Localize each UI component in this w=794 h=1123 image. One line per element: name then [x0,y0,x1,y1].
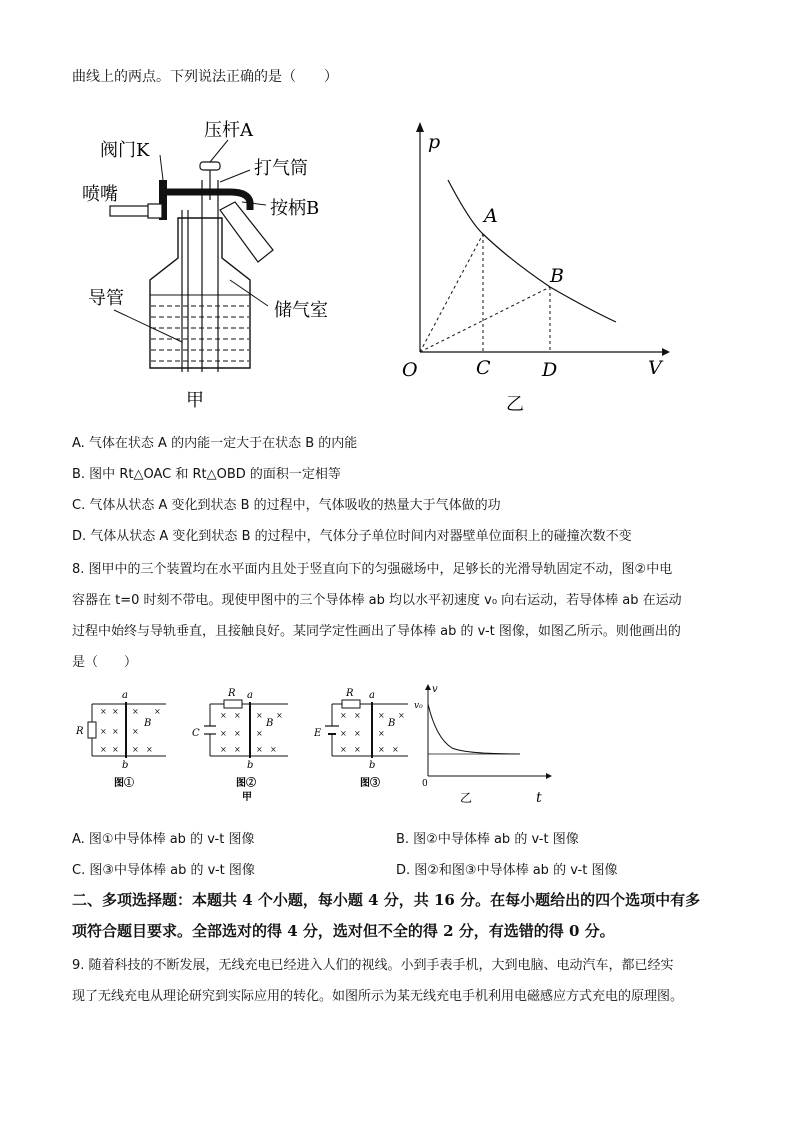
q7-option-a[interactable]: A. 气体在状态 A 的内能一定大于在状态 B 的内能 [72,436,358,451]
q8-stem-line-2: 容器在 t=0 时刻不带电。现使甲图中的三个导体棒 ab 均以水平初速度 v₀ 向右运动，若导体棒 ab 在运动 [72,593,682,608]
vt-origin: 0 [422,779,428,789]
c1-label-r: R [76,726,84,737]
q8-option-c[interactable]: C. 图③中导体棒 ab 的 v-t 图像 [72,863,255,878]
figure-yi-pv-graph [390,110,680,415]
svg-text:×: × [100,707,107,716]
intro-text: 曲线上的两点。下列说法正确的是（ ） [72,69,338,85]
svg-text:×: × [154,707,161,716]
svg-text:×: × [146,745,153,754]
svg-text:×: × [132,707,139,716]
c2-label-r: R [228,688,236,699]
svg-text:×: × [132,727,139,736]
point-b-label: B [550,265,564,287]
svg-text:×: × [256,745,263,754]
axis-p-label: p [428,131,441,153]
svg-text:×: × [392,745,399,754]
axis-v-label: V [648,357,662,379]
caption-jia-q8: 甲 [242,792,252,803]
label-handle-b: 按柄B [270,198,320,219]
label-chamber: 储气室 [274,300,328,321]
q8-stem-line-4: 是（ ） [72,655,138,670]
caption-jia: 甲 [186,390,204,411]
c2-label-a: a [247,690,253,701]
svg-text:×: × [234,745,241,754]
q7-option-d[interactable]: D. 气体从状态 A 变化到状态 B 的过程中，气体分子单位时间内对器壁单位面积上的碰撞次数不变 [72,529,632,544]
label-pump: 打气筒 [254,158,308,179]
section2-heading-line-1: 二、多项选择题：本题共 4 个小题，每小题 4 分，共 16 分。在每小题给出的四个选项中有多 [72,891,701,909]
svg-text:×: × [220,711,227,720]
q8-option-a[interactable]: A. 图①中导体棒 ab 的 v-t 图像 [72,832,255,847]
caption-yi: 乙 [506,394,524,415]
caption-fig-2: 图② [236,778,256,789]
vt-graph [414,684,552,806]
caption-fig-3: 图③ [360,778,380,789]
point-a-label: A [484,205,498,227]
q8-option-d[interactable]: D. 图②和图③中导体棒 ab 的 v-t 图像 [396,863,618,878]
c3-label-b: b [369,760,376,771]
q8-stem-line-1: 8. 图甲中的三个装置均在水平面内且处于竖直向下的匀强磁场中，足够长的光滑导轨固定不动，图②中电 [72,562,673,577]
c3-label-a: a [369,690,375,701]
q7-option-c[interactable]: C. 气体从状态 A 变化到状态 B 的过程中，气体吸收的热量大于气体做的功 [72,498,501,513]
svg-text:×: × [378,711,385,720]
c1-label-b: b [122,760,129,771]
c3-label-e: E [314,728,322,739]
svg-text:×: × [354,729,361,738]
svg-text:×: × [132,745,139,754]
origin-label: O [402,359,418,381]
svg-text:×: × [340,729,347,738]
vt-axis-v: v [432,684,438,695]
q7-option-b[interactable]: B. 图中 Rt△OAC 和 Rt△OBD 的面积一定相等 [72,467,341,482]
vt-v0: v₀ [414,701,423,711]
figure-q8-circuits [70,676,550,806]
point-d-label: D [542,359,558,381]
svg-text:×: × [340,711,347,720]
svg-text:×: × [270,745,277,754]
c3-label-r: R [346,688,354,699]
svg-text:×: × [220,729,227,738]
section2-heading-line-2: 项符合题目要求。全部选对的得 4 分，选对但不全的得 2 分，有选错的得 0 分。 [72,922,615,940]
svg-text:×: × [100,727,107,736]
svg-text:×: × [112,727,119,736]
c1-label-a: a [122,690,128,701]
label-tube: 导管 [88,288,124,309]
c2-label-b: b [247,760,254,771]
circuit-2 [192,688,288,803]
label-nozzle: 喷嘴 [82,184,118,205]
caption-fig-1: 图① [114,778,134,789]
c1-label-field: B [144,718,152,729]
c2-label-field: B [266,718,274,729]
figure-jia-bottle [70,110,350,410]
svg-text:×: × [220,745,227,754]
svg-text:×: × [378,745,385,754]
circuit-3 [313,688,408,789]
q8-stem-line-3: 过程中始终与导轨垂直，且接触良好。某同学定性画出了导体棒 ab 的 v-t 图像，如图乙所示。则他画出的 [72,624,681,639]
vt-axis-t: t [536,790,542,806]
svg-text:×: × [112,745,119,754]
svg-text:×: × [378,729,385,738]
svg-text:×: × [234,711,241,720]
svg-text:×: × [100,745,107,754]
label-valve-k: 阀门K [100,140,150,161]
svg-text:×: × [112,707,119,716]
q9-stem-line-2: 现了无线充电从理论研究到实际应用的转化。如图所示为某无线充电手机利用电磁感应方式充电的原理图。 [72,989,684,1004]
svg-text:×: × [276,711,283,720]
label-rod-a: 压杆A [204,120,253,141]
point-c-label: C [476,357,491,379]
svg-text:×: × [340,745,347,754]
svg-text:×: × [234,729,241,738]
svg-text:×: × [354,711,361,720]
c3-label-field: B [388,718,396,729]
circuit-1 [75,690,166,789]
svg-text:×: × [354,745,361,754]
svg-text:×: × [256,729,263,738]
q8-option-b[interactable]: B. 图②中导体棒 ab 的 v-t 图像 [396,832,579,847]
svg-text:×: × [256,711,263,720]
q9-stem-line-1: 9. 随着科技的不断发展，无线充电已经进入人们的视线。小到手表手机，大到电脑、电动汽车，都已经实 [72,958,674,973]
c2-label-c: C [192,728,200,739]
svg-text:×: × [398,711,405,720]
caption-yi-q8: 乙 [460,791,473,805]
